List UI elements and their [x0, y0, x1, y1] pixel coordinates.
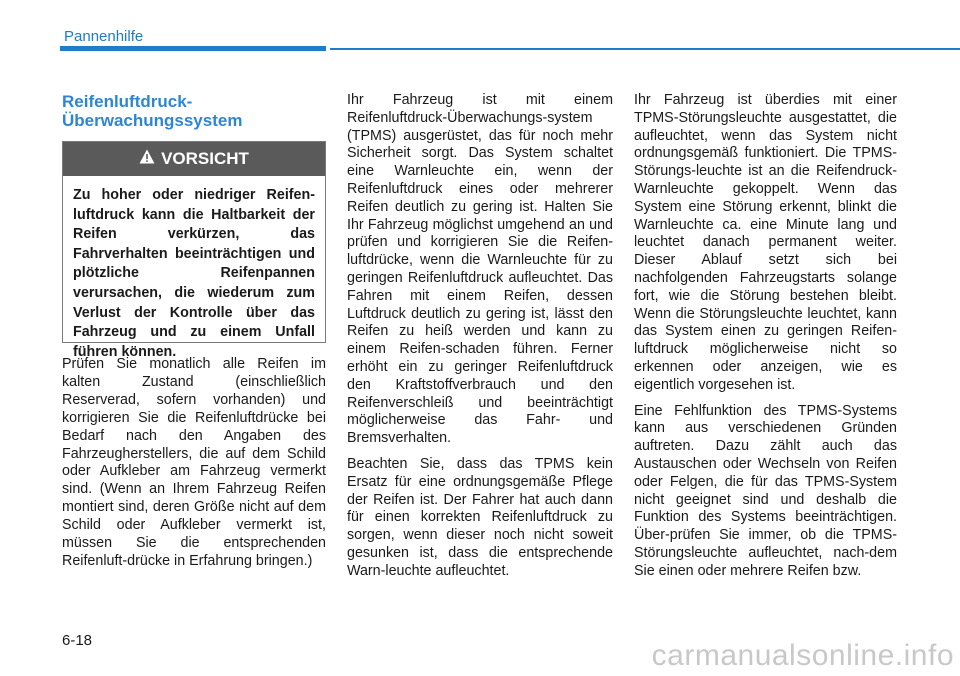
- column-2-paragraph-2: Beachten Sie, dass das TPMS kein Ersatz für eine ordnungsgemäße Pflege der Reifen ist. Der Fahrer hat auch dann für einen korrekten Reifenluftdruck zu sorgen, wenn dieser noch nicht soweit gesunken ist, dass die entsprechende Warn-leuchte aufleuchtet.: [347, 455, 613, 579]
- header-rule-thin: [330, 48, 960, 50]
- section-label: Pannenhilfe: [64, 28, 144, 45]
- warning-title: VORSICHT: [161, 149, 249, 168]
- column-3-paragraph-2: Eine Fehlfunktion des TPMS-Systems kann aus verschiedenen Gründen auftreten. Dazu zählt auch das Austauschen oder Wechseln von Reifen oder Felgen, die für das TPMS-System nicht geeignet sind und deshalb die Funktion des Systems beeinträchtigen. Über-prüfen Sie immer, ob die TPMS-Störungsleuchte aufleuchtet, nach-dem Sie einen oder mehrere Reifen bzw.: [634, 402, 897, 579]
- warning-box: [62, 141, 326, 360]
- column-1-paragraph: Prüfen Sie monatlich alle Reifen im kalten Zustand (einschließlich Reserverad, sofern vorhanden) und korrigieren Sie die Reifenluftdrücke bei Bedarf nach den Angaben des Fahrzeugherstellers, die auf dem Schild oder Aufkleber am Fahrzeug vermerkt sind. (Wenn an Ihrem Fahrzeug Reifen montiert sind, deren Größe nicht auf dem Schild oder Aufkleber vermerkt ist, müssen Sie die entsprechenden Reifenluft-drücke in Erfahrung bringen.): [62, 356, 326, 569]
- page-number: 6-18: [62, 632, 93, 649]
- watermark: carmanualsonline.info: [651, 639, 954, 672]
- warning-text: Zu hoher oder niedriger Reifen-luftdruck kann die Haltbarkeit der Reifen verkürzen, das Fahrverhalten beeinträchtigen und plötzliche Reifenpannen verursachen, die wiederum zum Verlust der Kontrolle über das Fahrzeug und zu einem Unfall führen können.: [73, 187, 315, 360]
- warning-header: [63, 142, 325, 176]
- header-rule-thick: [60, 46, 326, 51]
- column-2-paragraph-1: Ihr Fahrzeug ist mit einem Reifenluftdruck-Überwachungs-system (TPMS) ausgerüstet, das für noch mehr Sicherheit sorgt. Das System schaltet eine Warnleuchte ein, wenn der Reifenluftdruck eines oder mehrerer Reifen deutlich zu gering ist. Halten Sie Ihr Fahrzeug möglichst umgehend an und prüfen und korrigieren Sie die Reifen-luftdrücke, wenn die Warnleuchte für zu geringen Reifenluftdruck aufleuchtet. Das Fahren mit einem Reifen, dessen Luftdruck deutlich zu gering ist, lässt den Reifen zu heiß werden und kann zu einem Reifen-schaden führen. Ferner erhöht ein zu geringer Reifenluftdruck den Kraftstoffverbrauch und den Reifenverschleiß und beeinträchtigt möglicherweise das Fahr- und Bremsverhalten.: [347, 92, 613, 447]
- section-heading-line2: Überwachungssystem: [62, 111, 243, 130]
- column-3: [634, 92, 897, 589]
- column-1-heading: [62, 92, 326, 130]
- section-heading-line1: Reifenluftdruck-: [62, 92, 193, 111]
- column-2: [347, 92, 613, 589]
- column-3-paragraph-1: Ihr Fahrzeug ist überdies mit einer TPMS-Störungsleuchte ausgestattet, die aufleuchtet, wenn das System nicht ordnungsgemäß funktioniert. Die TPMS-Störungs-leuchte ist an die Reifendruck-Warnleuchte gekoppelt. Wenn das System eine Störung erkennt, blinkt die Warnleuchte ca. eine Minute lang und leuchtet danach permanent weiter. Dieser Ablauf setzt sich bei nachfolgenden Fahrzeugstarts solange fort, wie die Störung bestehen bleibt. Wenn die Störungsleuchte leuchtet, kann das System einen zu geringen Reifen-luftdruck möglicherweise nicht so erkennen oder anzeigen, wie es eigentlich vorgesehen ist.: [634, 92, 897, 393]
- warning-triangle-icon: [139, 149, 155, 169]
